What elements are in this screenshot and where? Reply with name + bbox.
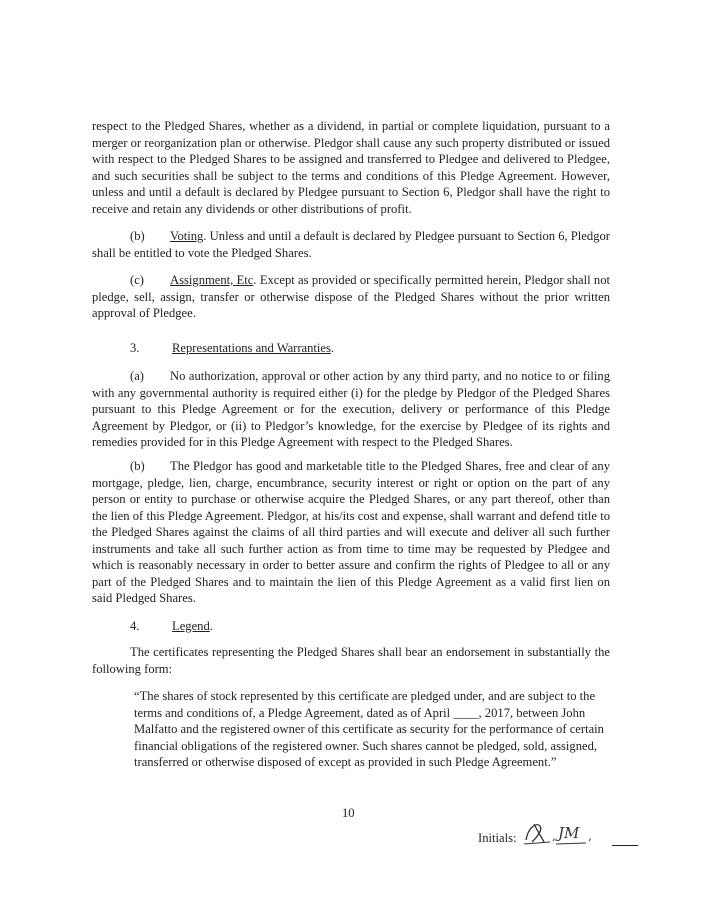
section-number: 4.: [130, 619, 140, 633]
paragraph-2b-voting: [92, 228, 610, 261]
svg-text:JM: JM: [558, 824, 580, 842]
section-3-heading: [130, 340, 334, 357]
initials-block: [478, 820, 638, 846]
legend-quote: [134, 688, 606, 771]
initials-label: Initials:: [478, 831, 517, 845]
section-title-end: .: [330, 341, 335, 355]
handwritten-initials-icon: [522, 820, 610, 848]
quote-text: “The shares of stock represented by this certificate are pledged under, and are subject to the terms and conditions of, a Pledge Agreement, dated as of April ____, 2017, between John Malfatto and the registered owner of this certificate as security for the performance of certain financial obligations of the registered owner. Such shares cannot be pledged, sold, assigned, transferred or otherwise disposed of except as provided in such Pledge Agreement.”: [134, 689, 604, 769]
section-title: Legend: [172, 619, 210, 633]
clause-text: The Pledgor has good and marketable title to the Pledged Shares, free and clear of any mortgage, pledge, lien, charge, encumbrance, security interest or right or option on the part of any person or entity to purchase or otherwise acquire the Pledged Shares, or any part thereof, other than the lien of this Pledge Agreement. Pledgor, at his/its cost and expense, shall warrant and defend title to the Pledged Shares against the claims of all third parties and will execute and deliver all such further instruments and take all such further action as from time to time may be requested by Pledgee and which is reasonably necessary in order to better assure and confirm the rights of Pledgee to all or any part of the Pledged Shares and to maintain the lien of this Pledge Agreement as a valid first lien on said Pledged Shares.: [92, 459, 610, 605]
paragraph-2c-assignment: [92, 272, 610, 322]
section-title-end: .: [209, 619, 213, 633]
clause-text: No authorization, approval or other action by any third party, and no notice to or filing with any governmental authority is required either (i) for the pledge by Pledgor of the Pledged Shares pursuant to this Pledge Agreement or for the execution, delivery or performance of this Pledge Agreement by Pledgor, or (ii) to Pledgor’s knowledge, for the exercise by Pledgee of its rights and remedies provided for in this Pledge Agreement with respect to the Pledged Shares.: [92, 369, 610, 449]
paragraph-3a: [92, 368, 610, 451]
svg-text:,: ,: [552, 829, 557, 843]
paragraph-3b: [92, 458, 610, 607]
paragraph-text: respect to the Pledged Shares, whether as a dividend, in partial or complete liquidation, pursuant to a merger or reorganization plan or otherwise. Pledgor shall cause any such property distributed or issued with respect to the Pledged Shares to be assigned and transferred to Pledgee and delivered to Pledgee, and such securities shall be subject to the terms and conditions of this Pledge Agreement. However, unless and until a default is declared by Pledgee pursuant to Section 6, Pledgor shall have the right to receive and retain any dividends or other distributions of profit.: [92, 119, 610, 216]
clause-title: Voting: [170, 229, 204, 243]
clause-label: (c): [130, 273, 144, 287]
clause-label: (b): [130, 459, 145, 473]
clause-title: Assignment, Etc: [170, 273, 254, 287]
initials-signature: [522, 820, 610, 846]
section-number: 3.: [130, 341, 140, 355]
clause-text: . Except as provided or specifically permitted herein, Pledgor shall not pledge, sell, assign, transfer or otherwise dispose of the Pledged Shares without the prior written approval of Pledgee.: [92, 273, 611, 320]
clause-label: (b): [130, 229, 145, 243]
clause-label: (a): [130, 369, 144, 383]
clause-text: . Unless and until a default is declared by Pledgee pursuant to Section 6, Pledgor shall be entitled to vote the Pledged Shares.: [92, 229, 610, 260]
paragraph-text: The certificates representing the Pledged Shares shall bear an endorsement in substantially the following form:: [92, 645, 610, 676]
svg-text:,: ,: [588, 829, 593, 843]
initials-blank-line: [612, 831, 638, 846]
section-title: Representations and Warranties: [172, 341, 331, 355]
page-number: 10: [342, 806, 355, 820]
section-4-heading: [130, 618, 213, 635]
paragraph-4-text: [92, 644, 610, 677]
paragraph-continuation: [92, 118, 610, 217]
